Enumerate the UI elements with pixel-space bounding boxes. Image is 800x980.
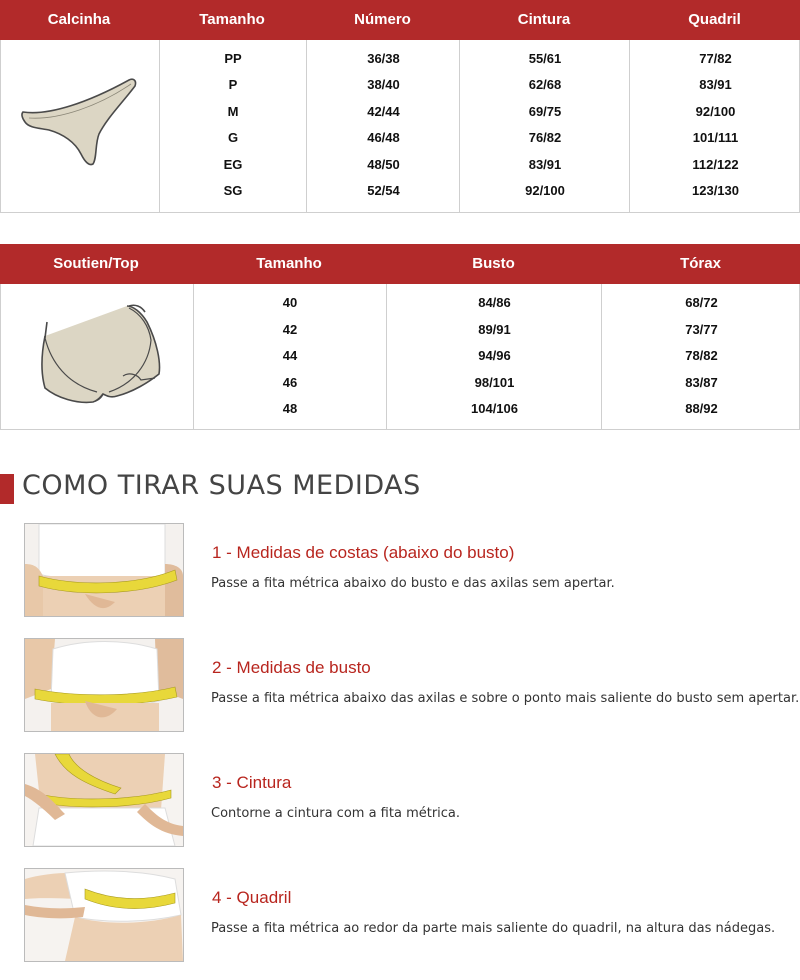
table-cell: P — [228, 77, 238, 93]
table-cell: EG — [223, 156, 243, 172]
table-body — [0, 40, 800, 213]
header-soutien: Soutien/Top — [53, 255, 139, 272]
step-hip — [0, 868, 800, 968]
table-cell: 77/82 — [699, 51, 732, 66]
step-underbust — [0, 523, 800, 623]
header-cintura: Cintura — [517, 11, 571, 28]
table-cell: 52/54 — [367, 183, 400, 198]
table-cell: 84/86 — [478, 295, 511, 310]
panties-icon — [19, 72, 141, 172]
step-description: Passe a fita métrica abaixo do busto e das axilas sem apertar. — [211, 576, 615, 591]
table-cell: 101/111 — [692, 130, 739, 146]
header-numero: Número — [354, 11, 411, 28]
table-cell: 83/91 — [699, 77, 732, 93]
header-quadril: Quadril — [688, 11, 741, 28]
header-calcinha: Calcinha — [47, 11, 111, 28]
bust-measure-photo — [24, 638, 184, 732]
step-bust — [0, 638, 800, 738]
table-cell: 89/91 — [478, 321, 511, 337]
table-cell: 92/100 — [525, 183, 565, 198]
table-cell: 83/91 — [528, 156, 562, 172]
calcinha-size-table — [0, 0, 800, 213]
table-cell: M — [227, 103, 239, 119]
table-cell: 92/100 — [695, 103, 736, 119]
header-tamanho: Tamanho — [199, 11, 265, 28]
table-cell: 112/122 — [692, 156, 739, 172]
table-cell: 36/38 — [367, 51, 400, 66]
table-cell: 98/101 — [474, 374, 515, 390]
table-cell: 40 — [282, 295, 298, 310]
step-title: 2 - Medidas de busto — [212, 658, 371, 677]
table-cell: 62/68 — [528, 77, 562, 93]
table-cell: 123/130 — [692, 183, 739, 198]
header-tamanho: Tamanho — [256, 255, 322, 272]
step-description: Contorne a cintura com a fita métrica. — [211, 806, 461, 821]
soutien-size-table — [0, 244, 800, 430]
waist-measure-photo — [24, 753, 184, 847]
hip-measure-photo — [24, 868, 184, 962]
table-cell: 76/82 — [528, 130, 562, 146]
step-title: 1 - Medidas de costas (abaixo do busto) — [212, 543, 515, 562]
table-cell: 88/92 — [685, 401, 718, 416]
table-cell: 55/61 — [528, 51, 562, 66]
table-cell: 48/50 — [367, 156, 400, 172]
table-cell: 78/82 — [685, 348, 718, 363]
header-torax: Tórax — [680, 255, 721, 272]
table-cell: 94/96 — [478, 348, 511, 363]
bra-icon — [37, 302, 169, 410]
table-cell: 104/106 — [471, 401, 518, 416]
table-body — [0, 284, 800, 430]
section-accent-bar — [0, 474, 14, 504]
table-header — [0, 244, 800, 284]
step-description: Passe a fita métrica ao redor da parte mais saliente do quadril, na altura das nádegas. — [211, 921, 776, 936]
step-title: 3 - Cintura — [212, 773, 292, 792]
table-cell: 68/72 — [685, 295, 718, 310]
table-cell: PP — [224, 51, 242, 66]
underbust-measure-photo — [24, 523, 184, 617]
table-cell: 42/44 — [367, 103, 400, 119]
step-description: Passe a fita métrica abaixo das axilas e sobre o ponto mais saliente do busto sem apertar. — [211, 691, 800, 706]
table-cell: 69/75 — [528, 103, 562, 119]
table-cell: G — [227, 130, 239, 146]
table-cell: 46 — [282, 374, 298, 390]
table-cell: 42 — [282, 321, 298, 337]
step-waist — [0, 753, 800, 853]
header-busto: Busto — [472, 255, 515, 272]
table-header — [0, 0, 800, 40]
section-title: COMO TIRAR SUAS MEDIDAS — [22, 470, 421, 501]
step-title: 4 - Quadril — [212, 888, 292, 907]
table-cell: 73/77 — [685, 321, 718, 337]
table-cell: SG — [223, 183, 243, 198]
table-cell: 46/48 — [367, 130, 400, 146]
table-cell: 38/40 — [367, 77, 400, 93]
table-cell: 83/87 — [685, 374, 718, 390]
table-cell: 44 — [282, 348, 298, 363]
table-cell: 48 — [282, 401, 298, 416]
